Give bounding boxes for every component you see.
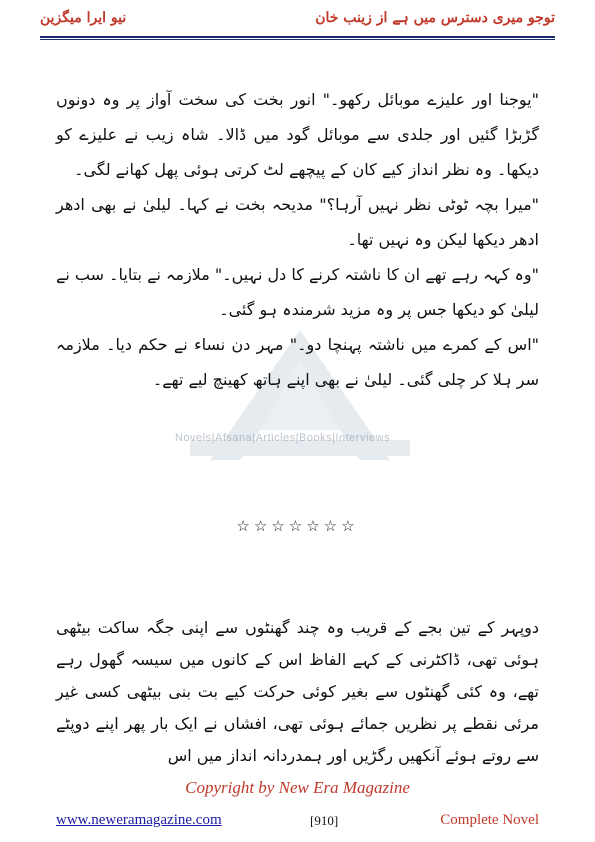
website-link[interactable]: www.neweramagazine.com: [56, 812, 222, 828]
paragraph: "میرا بچہ ٹوٹی نظر نہیں آرہا؟" مدیحہ بخت نے کہا۔ لیلیٰ نے بھی ادھر ادھر دیکھا لیکن وہ نہیں تھا۔: [56, 195, 539, 249]
magazine-brand: نیو ایرا میگزین: [40, 10, 127, 26]
paragraph: "اس کے کمرے میں ناشتہ پہنچا دو۔" مہر دن نساء نے حکم دیا۔ ملازمہ سر ہلا کر چلی گئی۔ لیلیٰ نے بھی اپنے ہاتھ کھینچ لیے تھے۔: [56, 335, 539, 389]
header-rule-thin: [40, 39, 555, 40]
paragraph: دوپہر کے تین بجے کے قریب وہ چند گھنٹوں سے اپنی جگہ ساکت بیٹھی ہوئی تھی، ڈاکٹرنی کے کہے الفاظ اس کے کانوں میں سیسہ گھول رہے تھے، وہ کئی گھنٹوں سے بغیر کوئی حرکت کیے بت بنی بیٹھی کسی غیر مرئی نقطے پر نظریں جمائے ہوئی تھی، افشاں نے ایک بار پھر اپنے دوپٹے سے روتے ہوئے آنکھیں رگڑیں اور ہمدردانہ انداز میں اس: [56, 618, 539, 765]
page-header: [40, 6, 555, 36]
novel-title: توجو میری دسترس میں ہے از زینب خان: [315, 10, 555, 26]
paragraph: "یوجنا اور علیزے موبائل رکھو۔" انور بخت کی سخت آواز پر وہ دونوں گڑبڑا گئیں اور جلدی سے موبائل گود میں ڈالا۔ شاہ زیب نے علیزے کو دیکھا۔ وہ نظر انداز کیے کان کے پیچھے لٹ کرتی ہوئی پھل کھانے لگی۔: [56, 90, 539, 179]
category-label: Complete Novel: [440, 812, 539, 828]
section-separator: ☆☆☆☆☆☆☆: [236, 517, 359, 535]
copyright-notice: Copyright by New Era Magazine: [185, 778, 410, 797]
header-rule: [40, 36, 555, 38]
paragraph: "وہ کہہ رہے تھے ان کا ناشتہ کرنے کا دل نہیں۔" ملازمہ نے بتایا۔ سب نے لیلیٰ کو دیکھا جس پر وہ مزید شرمندہ ہو گئی۔: [56, 265, 539, 319]
article-body-continued: [56, 596, 539, 788]
watermark-tagline: Novels|Afsana|Articles|Books|Interviews: [175, 432, 390, 444]
article-body: [56, 82, 539, 397]
page-number: [910]: [310, 813, 339, 828]
page-footer: [56, 812, 539, 834]
